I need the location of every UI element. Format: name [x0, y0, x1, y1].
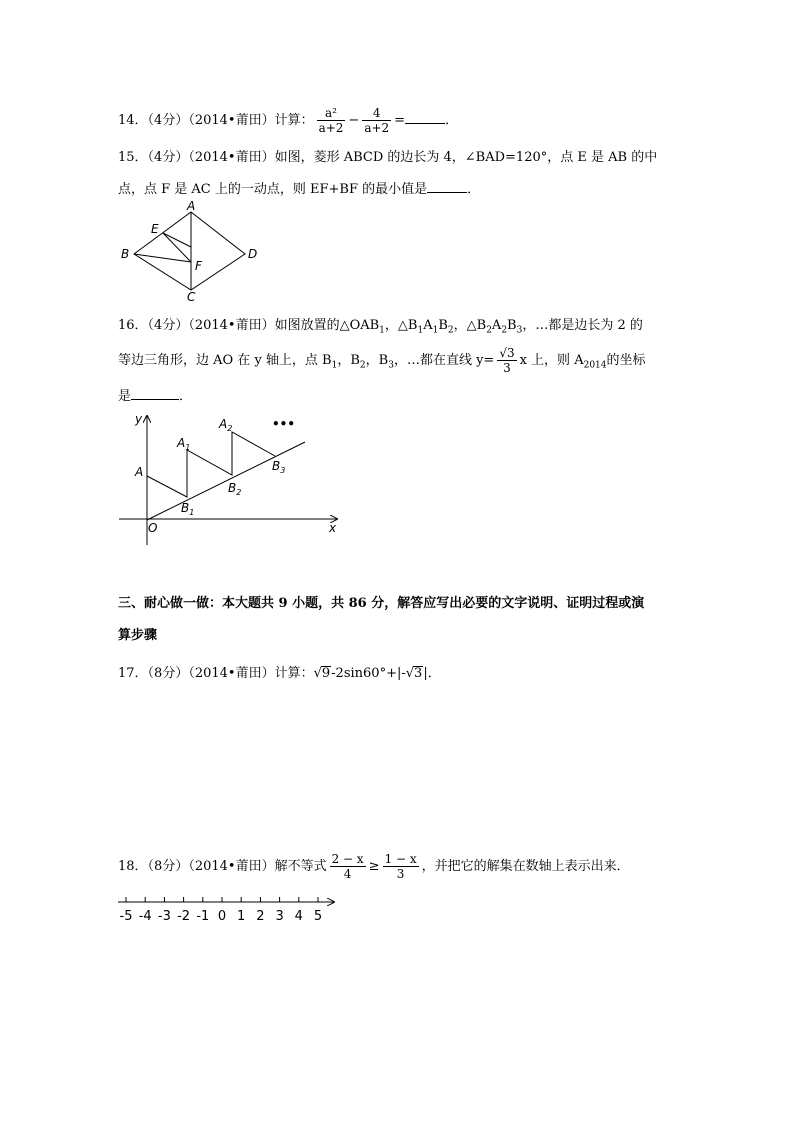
label-d: D: [248, 247, 258, 261]
segment-ef: [163, 233, 191, 262]
label-b2: $B_2$: [228, 481, 242, 497]
question-15-line-2: 点，点 F 是 AC 上的一动点，则 EF+BF 的最小值是 ．: [118, 182, 481, 197]
tick-label: -1: [196, 909, 210, 924]
label-o: O: [148, 521, 158, 535]
label-a: A: [187, 200, 196, 213]
tick-label: 3: [275, 909, 284, 924]
label-c: C: [187, 290, 196, 304]
tick-label: -3: [157, 909, 171, 924]
label-e: E: [151, 222, 159, 236]
label-b: B: [121, 247, 130, 261]
label-a: A: [135, 465, 144, 479]
continuation-dots: •••: [272, 417, 296, 431]
question-18: 18．（8分）（2014•莆田）解不等式 $\frac{2 - x}{4}$ ≥ $\frac{1 - x}{3}$ ，并把它的解集在数轴上表示出来．: [118, 852, 630, 881]
rhombus-figure: [115, 200, 265, 304]
segment-bf: [134, 254, 191, 262]
label-y: y: [135, 412, 143, 426]
q18-fraction-1: $\frac{2 - x}{4}$: [331, 852, 364, 881]
answer-blank: [427, 182, 467, 193]
question-15-line-1: 15．（4分）（2014•莆田）如图，菱形 ABCD 的边长为 4，∠BAD=120°，点 E 是 AB 的中: [118, 150, 658, 165]
q14-fraction-1: $\frac{\text{a²}}{a+2}$: [318, 106, 344, 135]
question-16-line-3: 是 ．: [118, 389, 193, 404]
section-3-heading-line-1: 三、耐心做一做：本大题共 9 小题，共 86 分，解答应写出必要的文字说明、证明过程或演: [118, 596, 645, 611]
tick-label: 0: [217, 909, 227, 924]
question-14: 14．（4分）（2014•莆田）计算： $\frac{\text{a²}}{a+2}$ − $\frac{4}{a+2}$ = ．: [118, 106, 459, 135]
q14-fraction-2: $\frac{4}{a+2}$: [364, 106, 390, 135]
segment-e-ac: [163, 233, 191, 247]
line-y-sqrt3-over-3-x: [147, 442, 305, 520]
q18-fraction-2: $\frac{1 - x}{3}$: [384, 852, 417, 881]
tick-label: 5: [313, 909, 323, 924]
tick-label: -4: [138, 909, 152, 924]
question-16-line-1: 16．（4分）（2014•莆田）如图放置的$\triangle OAB_1$，$\triangle B_1A_1B_2$，$\triangle B_2A_2B_3$，…都是边长为 2 的: [118, 318, 643, 336]
label-x: x: [329, 521, 337, 535]
section-3-heading-line-2: 算步骤: [118, 628, 158, 643]
question-16-line-2: 等边三角形，边 AO 在 y 轴上，点 $B_1$，$B_2$，$B_3$，…都在直线 y= $\frac{√3}{3}$ x 上，则 $A_{2014}$的坐标: [118, 346, 646, 375]
tick-label: 2: [256, 909, 265, 924]
tick-label: -5: [119, 909, 133, 924]
tick-label: -2: [177, 909, 191, 924]
question-17: 17．（8分）（2014•莆田）计算：√9-2sin60°+|-√3|．: [118, 666, 441, 681]
number-line: [112, 888, 344, 928]
label-b3: $B_3$: [272, 459, 286, 475]
q14-text: 14．（4分）（2014•莆田）计算：: [118, 113, 314, 128]
answer-blank: [405, 113, 445, 124]
triangles-graph: [115, 408, 345, 550]
label-a1: $A_1$: [177, 436, 191, 452]
tick-group: [120, 897, 323, 924]
label-a2: $A_2$: [219, 417, 233, 433]
triangle-sides: [147, 432, 275, 497]
label-f: F: [195, 259, 202, 273]
q16-fraction: $\frac{√3}{3}$: [499, 346, 515, 375]
tick-label: 4: [294, 909, 303, 924]
tick-label: 1: [237, 909, 246, 924]
label-b1: $B_1$: [181, 501, 195, 517]
answer-blank: [131, 389, 179, 400]
